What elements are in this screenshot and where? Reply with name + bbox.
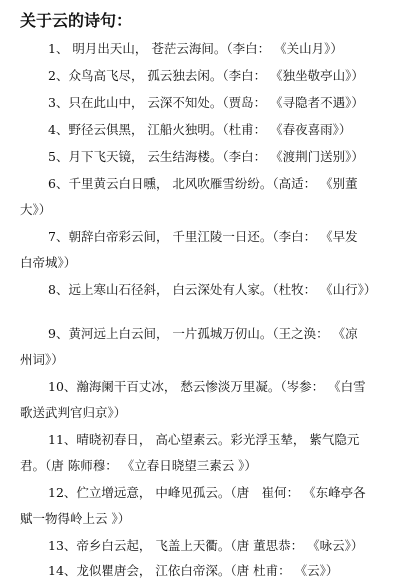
poem-line-14: 14、龙似瞿唐会， 江依白帝深。（唐 杜甫： 《云》） — [48, 563, 339, 578]
poem-line-1: 1、 明月出天山， 苍茫云海间。（李白： 《关山月》） — [48, 41, 343, 56]
poem-line-11-continued: 君。（唐 陈师穆： 《立春日晓望三素云 》） — [20, 458, 257, 473]
poem-line-13: 13、帝乡白云起， 飞盖上天衢。（唐 董思恭： 《咏云》） — [48, 538, 364, 553]
poem-line-5: 5、月下飞天镜， 云生结海楼。（李白： 《渡荆门送别》） — [48, 149, 364, 164]
poem-line-4: 4、野径云俱黑， 江船火独明。（杜甫： 《春夜喜雨》） — [48, 122, 352, 137]
poem-line-2: 2、众鸟高飞尽， 孤云独去闲。（李白： 《独坐敬亭山》） — [48, 68, 364, 83]
document-title: 关于云的诗句： — [20, 11, 133, 30]
poem-line-7: 7、朝辞白帝彩云间， 千里江陵一日还。（李白： 《早发 — [48, 229, 358, 244]
poem-line-6-continued: 大》） — [20, 202, 52, 217]
poem-line-6: 6、千里黄云白日曛， 北风吹雁雪纷纷。（高适： 《别董 — [48, 176, 358, 191]
poem-line-3: 3、只在此山中， 云深不知处。（贾岛： 《寻隐者不遇》） — [48, 95, 364, 110]
poem-line-12: 12、伫立增远意， 中峰见孤云。（唐 崔何： 《东峰亭各 — [48, 485, 366, 500]
poem-line-11: 11、晴晓初春日， 高心望素云。彩光浮玉辇， 紫气隐元 — [48, 432, 360, 447]
poem-line-8: 8、远上寒山石径斜， 白云深处有人家。（杜牧： 《山行》） — [48, 282, 377, 297]
poem-line-9-continued: 州词》） — [20, 352, 64, 367]
poem-line-9: 9、黄河远上白云间， 一片孤城万仞山。（王之涣： 《凉 — [48, 326, 358, 341]
poem-line-7-continued: 白帝城》） — [20, 255, 77, 270]
poem-line-10: 10、瀚海阑干百丈冰， 愁云惨淡万里凝。（岑参： 《白雪 — [48, 379, 366, 394]
poem-line-10-continued: 歌送武判官归京》） — [20, 405, 127, 420]
poem-line-12-continued: 赋一物得岭上云 》） — [20, 511, 131, 526]
